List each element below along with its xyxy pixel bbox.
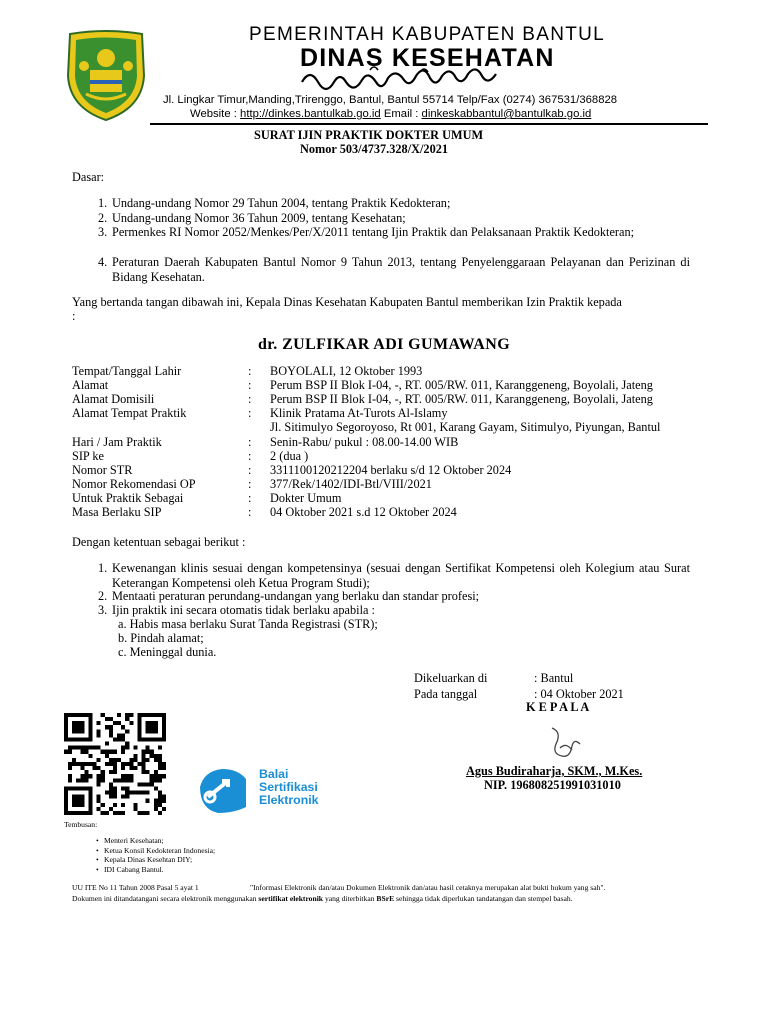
footer-text: yang diterbitkan [323,894,377,903]
bsre-logo-icon [194,767,250,815]
website-link[interactable]: http://dinkes.bantulkab.go.id [240,108,381,120]
detail-colon: : [248,491,252,505]
condition-num: 3. [98,603,108,617]
detail-colon: : [248,449,252,463]
detail-value: Dokter Umum [270,491,342,505]
detail-value: 04 Oktober 2021 s.d 12 Oktober 2024 [270,505,457,519]
sub-condition: b. Pindah alamat; [118,631,204,645]
tembusan-label: Tembusan: [64,820,98,829]
detail-value: Jl. Sitimulyo Segoroyoso, Rt 001, Karang Gayam, Sitimulyo, Piyungan, Bantul [270,420,661,434]
dasar-num: 2. [98,211,108,225]
detail-label: Alamat Domisili [72,392,155,406]
detail-value: 2 (dua ) [270,449,309,463]
detail-colon: : [248,364,252,378]
footer-text: BSrE [376,894,395,903]
detail-value: Senin-Rabu/ pukul : 08.00-14.00 WIB [270,435,459,449]
tembusan-list [104,836,215,874]
detail-label: Alamat Tempat Praktik [72,406,187,420]
signer-name: Agus Budiraharja, SKM., M.Kes. [466,764,643,778]
agency-name: DINAS KESEHATAN [300,44,555,72]
header-contact [190,108,730,120]
footer-text: Dokumen ini ditandatangani secara elektronik menggunakan [72,894,259,903]
intro-text: Yang bertanda tangan dibawah ini, Kepala Dinas Kesehatan Kabupaten Bantul memberikan Izin Praktik kepada [72,295,622,309]
detail-colon: : [248,463,252,477]
dasar-item: Undang-undang Nomor 29 Tahun 2004, tentang Praktik Kedokteran; [112,196,451,210]
dasar-item: Peraturan Daerah Kabupaten Bantul Nomor 9 Tahun 2013, tentang Penyelenggaraan Pelayanan dan Perizinan di Bidang Kesehatan. [112,255,690,284]
detail-colon: : [248,392,252,406]
dasar-num: 3. [98,225,108,239]
dasar-num: 4. [98,255,108,269]
footer-law: UU ITE No 11 Tahun 2008 Pasal 5 ayat 1 [72,883,199,892]
condition-item: Kewenangan klinis sesuai dengan kompetensinya (sesuai dengan Sertifikat Kompetensi oleh Kolegium atau Surat Keterangan Kompetensi oleh Ketua Program Studi); [112,561,690,590]
dasar-item: Permenkes RI Nomor 2052/Menkes/Per/X/2011 tentang Ijin Praktik dan Pelaksanaan Praktik Kedokteran; [112,225,635,239]
intro-colon: : [72,309,76,323]
sub-condition: a. Habis masa berlaku Surat Tanda Registrasi (STR); [118,617,378,631]
conditions-label: Dengan ketentuan sebagai berikut : [72,535,246,549]
signature-mark [544,722,584,762]
condition-item: Mentaati peraturan perundang-undangan yang berlaku dan standar profesi; [112,589,480,603]
detail-colon: : [248,505,252,519]
detail-colon: : [248,435,252,449]
detail-colon: : [248,378,252,392]
issued-date-label: Pada tanggal [414,687,478,701]
detail-label: Masa Berlaku SIP [72,505,162,519]
qr-code [64,713,166,815]
detail-value: 3311100120212204 berlaku s/d 12 Oktober 2024 [270,463,512,477]
bsre-line: Sertifikasi [259,780,318,794]
header-divider [150,123,708,125]
detail-label: Hari / Jam Praktik [72,435,162,449]
email-label: Email : [380,108,422,120]
detail-label: Tempat/Tanggal Lahir [72,364,182,378]
detail-value: Klinik Pratama At-Turots Al-Islamy [270,406,448,420]
detail-label: Alamat [72,378,109,392]
footer-text: sehingga tidak diperlukan tandatangan dan stempel basah. [394,894,573,903]
dasar-num: 1. [98,196,108,210]
bsre-line: Elektronik [259,793,319,807]
issued-place-label: Dikeluarkan di [414,671,488,685]
issued-place: : Bantul [534,671,574,685]
dasar-item: Undang-undang Nomor 36 Tahun 2009, tentang Kesehatan; [112,211,406,225]
condition-item: Ijin praktik ini secara otomatis tidak berlaku apabila : [112,603,375,617]
condition-num: 1. [98,561,108,575]
bantul-crest-logo [62,30,150,122]
list-item: • Menteri Kesehatan; [104,836,215,846]
detail-value: 377/Rek/1402/IDI-Btl/VIII/2021 [270,477,432,491]
detail-value: BOYOLALI, 12 Oktober 1993 [270,364,423,378]
list-item: • IDI Cabang Bantul. [104,865,215,875]
detail-label: Nomor Rekomendasi OP [72,477,196,491]
footer-quote: "Informasi Elektronik dan/atau Dokumen Elektronik dan/atau hasil cetaknya merupakan alat bukti hukum yang sah". [250,883,606,892]
footer-text: sertifikat elektronik [258,894,324,903]
sub-condition: c. Meninggal dunia. [118,645,217,659]
list-item: • Kepala Dinas Kesehtan DIY; [104,855,215,865]
detail-colon: : [248,406,252,420]
document-number: Nomor 503/4737.328/X/2021 [300,142,449,156]
document-title: SURAT IJIN PRAKTIK DOKTER UMUM [254,128,484,142]
header-address: Jl. Lingkar Timur,Manding,Trirenggo, Bantul, Bantul 55714 Telp/Fax (0274) 367531/368828 [163,94,618,106]
website-label: Website : [190,108,241,120]
detail-value: Perum BSP II Blok I-04, -, RT. 005/RW. 011, Karanggeneng, Boyolali, Jateng [270,392,653,406]
doctor-name: dr. ZULFIKAR ADI GUMAWANG [257,336,511,353]
signer-position: K E P A L A [526,700,590,714]
detail-colon: : [248,477,252,491]
javanese-script-logo [300,62,540,96]
signer-nip: NIP. 196808251991031010 [484,778,621,792]
footer-note [72,894,573,903]
bsre-text [259,768,318,807]
detail-value: Perum BSP II Blok I-04, -, RT. 005/RW. 011, Karanggeneng, Boyolali, Jateng [270,378,653,392]
dasar-label: Dasar: [72,170,105,184]
email-link[interactable]: dinkeskabbantul@bantulkab.go.id [421,108,592,120]
issued-date: : 04 Oktober 2021 [534,687,624,701]
bsre-line: Balai [259,767,289,781]
detail-label: Nomor STR [72,463,133,477]
list-item: • Ketua Konsil Kedokteran Indonesia; [104,846,215,856]
condition-num: 2. [98,589,108,603]
detail-label: SIP ke [72,449,104,463]
government-name: PEMERINTAH KABUPATEN BANTUL [249,24,606,45]
detail-label: Untuk Praktik Sebagai [72,491,184,505]
